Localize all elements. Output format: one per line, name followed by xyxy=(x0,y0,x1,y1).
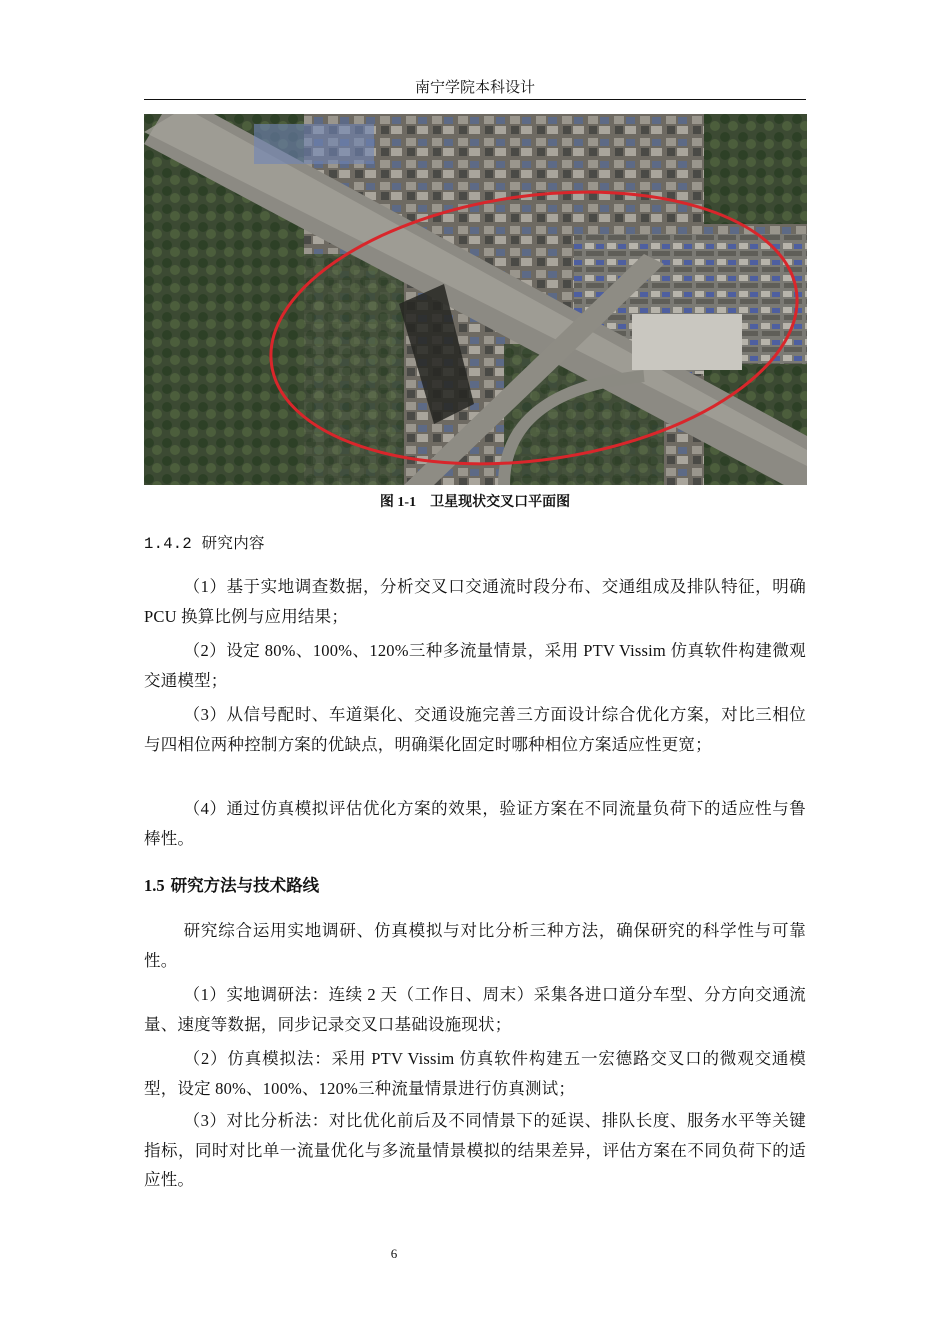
page-header: 南宁学院本科设计 xyxy=(414,78,535,96)
page-number: 6 xyxy=(390,1246,398,1261)
section-number: 1.5 xyxy=(144,876,165,895)
research-content-item-1: （1）基于实地调查数据，分析交叉口交通流时段分布、交通组成及排队特征，明确 PCU 换算比例与应用结果； xyxy=(144,577,806,626)
method-item-1: （1）实地调研法：连续 2 天（工作日、周末）采集各进口道分车型、分方向交通流量、速度等数据，同步记录交叉口基础设施现状； xyxy=(144,985,806,1034)
method-item-2: （2）仿真模拟法：采用 PTV Vissim 仿真软件构建五一宏德路交叉口的微观交通模型，设定 80%、100%、120%三种流量情景进行仿真测试； xyxy=(144,1049,806,1098)
section-heading xyxy=(144,874,319,898)
section-intro-paragraph: 研究综合运用实地调研、仿真模拟与对比分析三种方法，确保研究的科学性与可靠性。 xyxy=(144,921,806,970)
research-content-item-3: （3）从信号配时、车道渠化、交通设施完善三方面设计综合优化方案，对比三相位与四相位两种控制方案的优缺点，明确渠化固定时哪种相位方案适应性更宽； xyxy=(144,705,806,754)
section-title: 研究方法与技术路线 xyxy=(170,876,320,895)
figure-caption-number: 图 1-1 xyxy=(379,495,417,510)
research-content-item-4: （4）通过仿真模拟评估优化方案的效果，验证方案在不同流量负荷下的适应性与鲁棒性。 xyxy=(144,799,806,848)
subsection-heading: 1.4.2 研究内容 xyxy=(144,535,265,553)
satellite-intersection-image xyxy=(144,114,807,485)
header-divider xyxy=(144,99,806,100)
figure-caption xyxy=(144,492,806,514)
method-item-3: （3）对比分析法：对比优化前后及不同情景下的延误、排队长度、服务水平等关键指标，同时对比单一流量优化与多流量情景模拟的结果差异，评估方案在不同负荷下的适应性。 xyxy=(144,1111,806,1189)
figure-caption-text: 卫星现状交叉口平面图 xyxy=(430,495,571,510)
research-content-item-2: （2）设定 80%、100%、120%三种多流量情景，采用 PTV Vissim 仿真软件构建微观交通模型； xyxy=(144,641,806,690)
